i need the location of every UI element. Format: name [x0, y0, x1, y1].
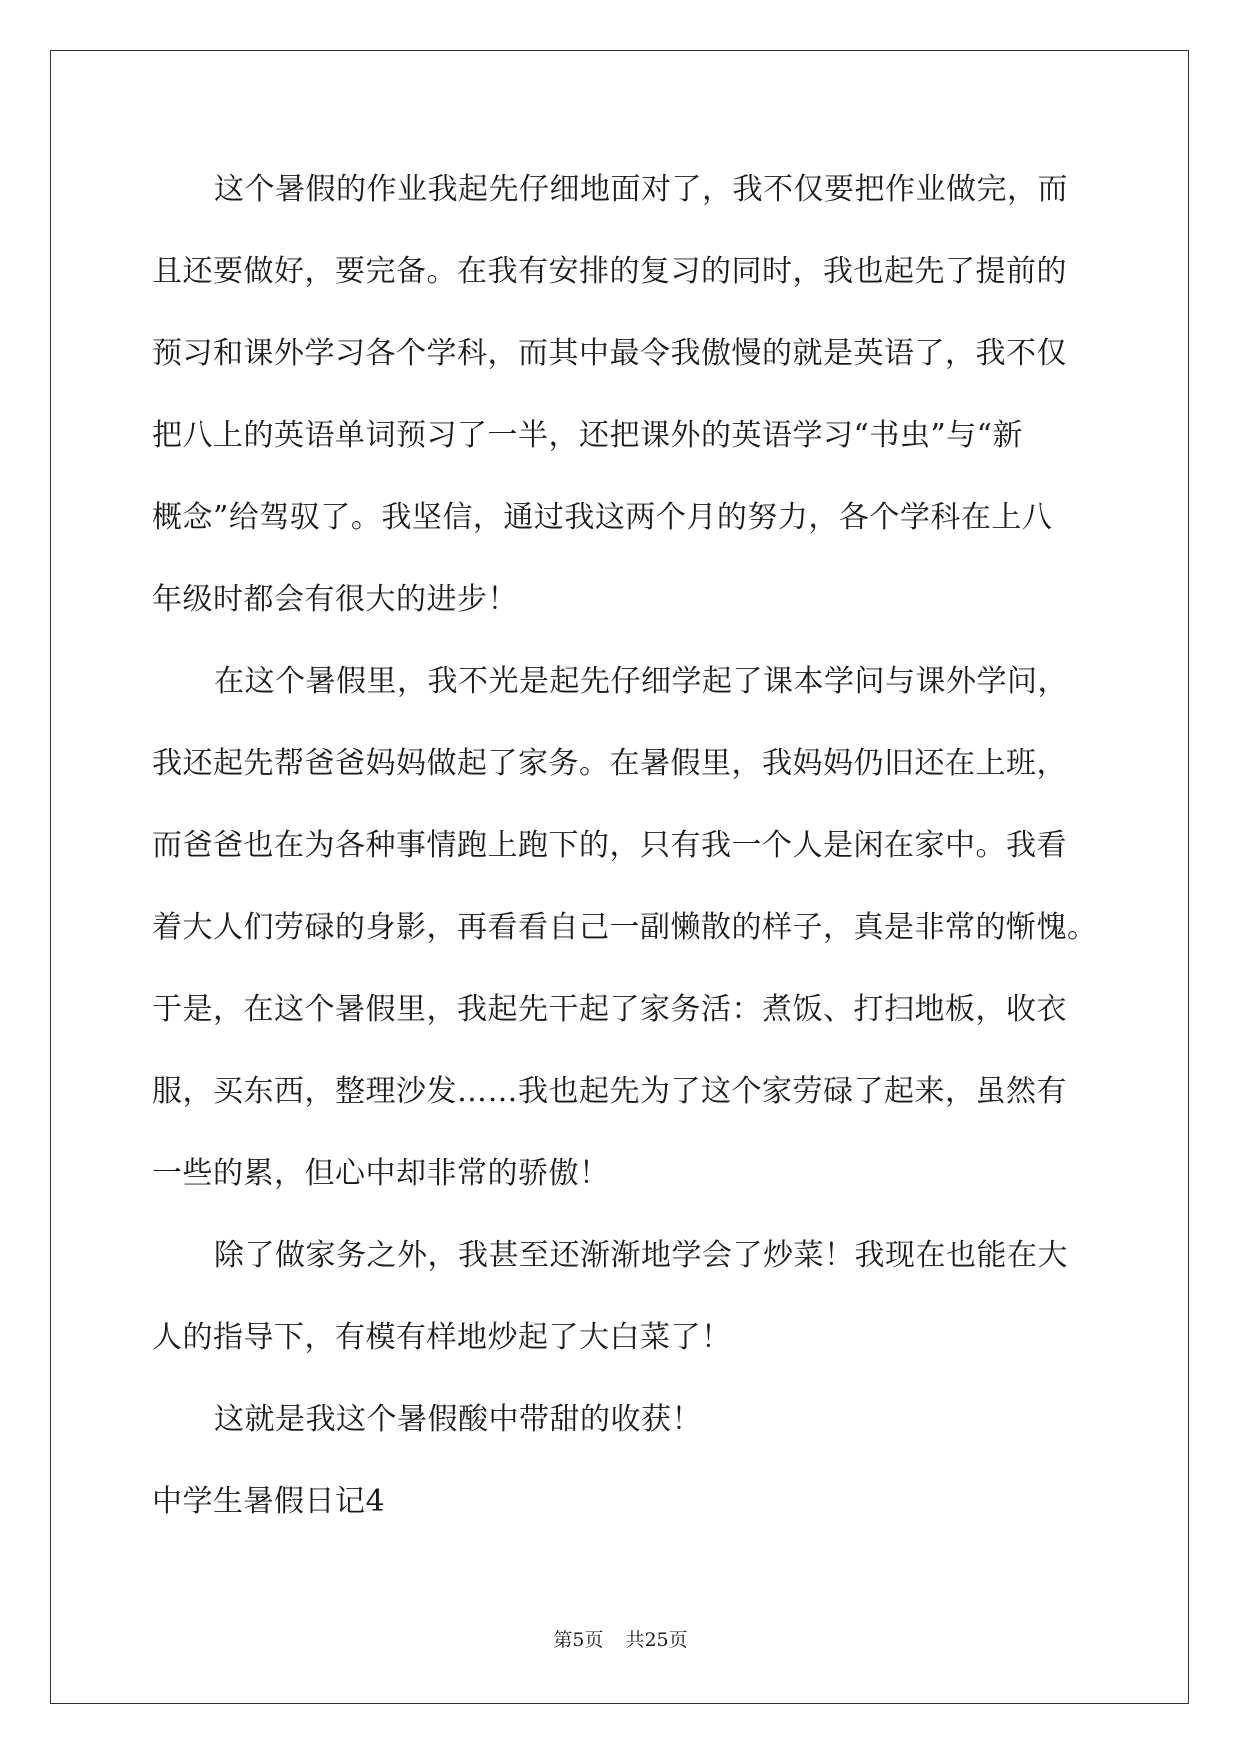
text-line: 把八上的英语单词预习了一半，还把课外的英语学习“书虫”与“新 [152, 418, 1024, 453]
text-line: 在这个暑假里，我不光是起先仔细学起了课本学问与课外学问， [214, 664, 1068, 699]
text-line: 这就是我这个暑假酸中带甜的收获！ [214, 1402, 702, 1437]
text-line: 这个暑假的作业我起先仔细地面对了，我不仅要把作业做完，而 [214, 172, 1068, 207]
text-line: 着大人们劳碌的身影，再看看自己一副懒散的样子，真是非常的惭愧。 [152, 910, 1098, 945]
page-number: 第5页 [553, 1629, 604, 1651]
paragraph [152, 160, 1122, 652]
text-line: 年级时都会有很大的进步！ [152, 582, 518, 617]
text-line: 而爸爸也在为各种事情跑上跑下的，只有我一个人是闲在家中。我看 [152, 828, 1067, 863]
paragraph [152, 652, 1122, 1226]
text-line: 服，买东西，整理沙发……我也起先为了这个家劳碌了起来，虽然有 [152, 1074, 1067, 1109]
page-total: 共25页 [625, 1629, 688, 1651]
document-body [152, 160, 1122, 1554]
text-line: 人的指导下，有模有样地炒起了大白菜了！ [152, 1320, 732, 1355]
text-line: 我还起先帮爸爸妈妈做起了家务。在暑假里，我妈妈仍旧还在上班， [152, 746, 1067, 781]
text-line: 除了做家务之外，我甚至还渐渐地学会了炒菜！我现在也能在大 [214, 1238, 1068, 1273]
section-heading [152, 1472, 1122, 1554]
paragraph [152, 1226, 1122, 1390]
page-footer [0, 1627, 1241, 1653]
text-line: 一些的累，但心中却非常的骄傲！ [152, 1156, 610, 1191]
text-line: 概念”给驾驭了。我坚信，通过我这两个月的努力，各个学科在上八 [152, 500, 1053, 535]
paragraph [152, 1390, 1122, 1472]
text-line: 预习和课外学习各个学科，而其中最令我傲慢的就是英语了，我不仅 [152, 336, 1067, 371]
text-line: 于是，在这个暑假里，我起先干起了家务活：煮饭、打扫地板，收衣 [152, 992, 1067, 1027]
text-line: 且还要做好，要完备。在我有安排的复习的同时，我也起先了提前的 [152, 254, 1067, 289]
heading-text: 中学生暑假日记4 [152, 1484, 386, 1519]
